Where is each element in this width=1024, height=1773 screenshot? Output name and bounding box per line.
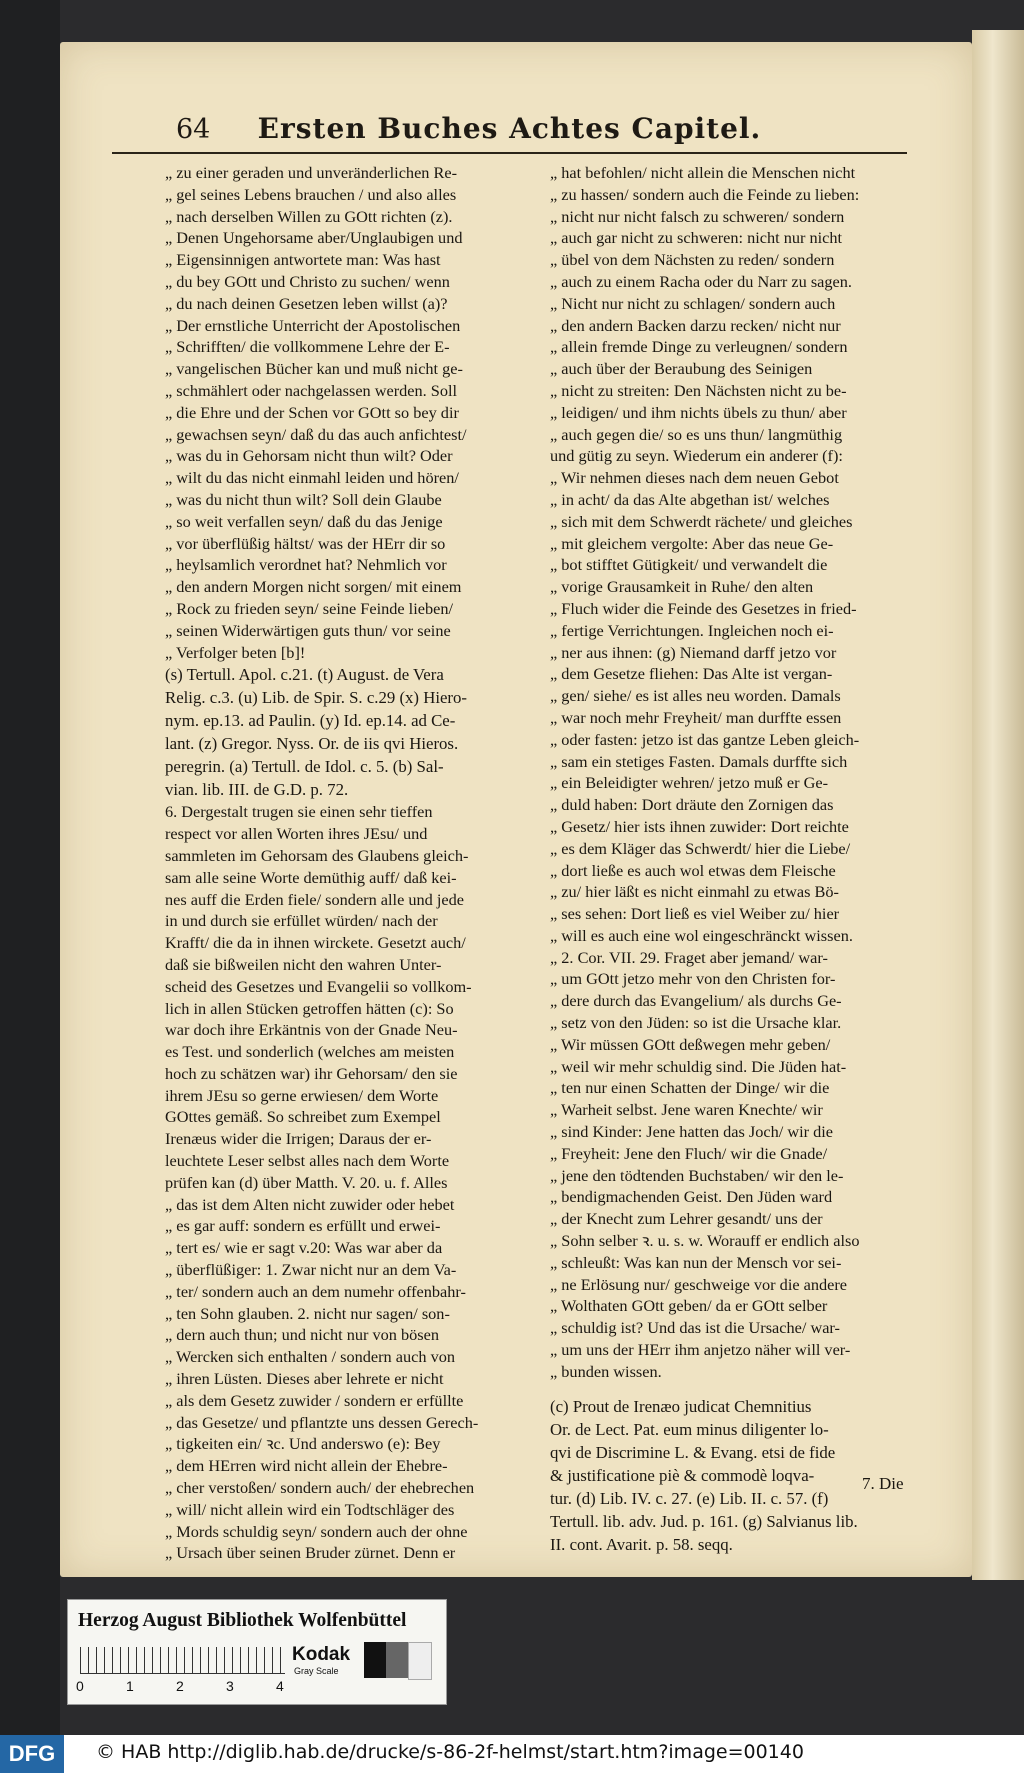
text-line: „ sind Kinder: Jene hatten das Joch/ wir die (550, 1122, 834, 1142)
text-line: respect vor allen Worten ihres JEsu/ und (165, 824, 428, 844)
text-line: 6. Dergestalt trugen sie einen sehr tieffen (165, 802, 433, 822)
text-line: „ mit gleichem vergolte: Aber das neue Ge- (550, 533, 834, 553)
text-line: „ nicht nur nicht falsch zu schweren/ sondern (550, 206, 845, 226)
text-line: lich in allen Stücken getroffen hätten (c): So (165, 998, 454, 1018)
text-line: sammleten im Gehorsam des Glaubens gleich- (165, 845, 469, 865)
text-line: „ jene den tödtenden Buchstaben/ wir den le- (550, 1165, 844, 1185)
text-line: „ du nach deinen Gesetzen leben willst (a)? (165, 293, 448, 313)
text-line: „ dern auch thun; und nicht nur von bösen (165, 1325, 440, 1345)
text-line: „ seinen Widerwärtigen guts thun/ vor seine (165, 620, 451, 640)
text-line: „ Fluch wider die Feinde des Gesetzes in fried- (550, 598, 857, 618)
text-line: „ dort ließe es auch wol etwas dem Fleische (550, 860, 836, 880)
text-line: „ um uns der HErr ihm anjetzo näher will ver- (550, 1340, 851, 1360)
text-line: ihrem JEsu so gerne erwiesen/ dem Worte (165, 1085, 439, 1105)
ruler-number: 3 (226, 1678, 234, 1694)
text-line: „ dem HErren wird nicht allein der Ehebre- (165, 1456, 448, 1476)
text-line: „ ter/ sondern auch an dem numehr offenbahr- (165, 1281, 466, 1301)
text-line: „ es gar auff: sondern es erfüllt und erwei- (165, 1216, 441, 1236)
text-line: „ auch über der Beraubung des Seinigen (550, 359, 813, 379)
text-line: es Test. und sonderlich (welches am meisten (165, 1042, 455, 1062)
text-line: „ Gesetz/ hier ists ihnen zuwider: Dort reichte (550, 816, 849, 836)
text-line: „ leidigen/ und ihm nichts übels zu thun/ aber (550, 402, 847, 422)
text-line: „ tigkeiten ein/ ꝛc. Und anderswo (e): Bey (165, 1434, 441, 1454)
text-line: „ ses sehen: Dort ließ es viel Weiber zu/ hier (550, 904, 840, 924)
left-footnotes (165, 663, 550, 801)
next-page-edge (972, 30, 1024, 1580)
paragraph-6 (165, 801, 550, 1564)
footnote-line: qvi de Discrimine L. & Evang. etsi de fide (550, 1442, 836, 1462)
text-line: „ schmählert oder nachgelassen werden. Soll (165, 380, 458, 400)
text-line: „ cher verstoßen/ sondern auch/ der ehebrechen (165, 1478, 475, 1498)
gray-swatch-white (408, 1642, 432, 1680)
text-line: „ schuldig ist? Und das ist die Ursache/ war- (550, 1318, 840, 1338)
text-line: Irenæus wider die Irrigen; Daraus der er- (165, 1129, 432, 1149)
text-line: daß sie bißweilen nicht den wahren Unter- (165, 954, 442, 974)
text-line: „ Der ernstliche Unterricht der Apostolischen (165, 315, 461, 335)
text-line: „ das Gesetze/ und pflantzte uns dessen Gerech- (165, 1412, 479, 1432)
gray-swatch-mid (386, 1642, 408, 1678)
text-line: hoch zu schätzen war) ihr Gehorsam/ den sie (165, 1063, 458, 1083)
text-line: in und durch sie erfüllet würden/ nach der (165, 911, 438, 931)
text-line: „ Verfolger beten [b]! (165, 642, 306, 662)
text-line: „ Wir nehmen dieses nach dem neuen Gebot (550, 468, 839, 488)
text-line: „ Mords schuldig seyn/ sondern auch der ohne (165, 1521, 468, 1541)
copyright-link[interactable]: © HAB http://diglib.hab.de/drucke/s-86-2f-helmst/start.htm?image=00140 (96, 1741, 804, 1763)
footnote-line: (s) Tertull. Apol. c.21. (t) August. de Vera (165, 665, 444, 685)
text-line: „ ne Erlösung nur/ geschweige vor die andere (550, 1274, 848, 1294)
text-line: „ nach derselben Willen zu GOtt richten (z). (165, 206, 453, 226)
catchword: 7. Die (862, 1474, 904, 1493)
text-line: sam alle seine Worte demüthig auff/ daß kei- (165, 867, 457, 887)
text-line: und gütig zu seyn. Wiederum ein anderer (f): (550, 446, 843, 466)
text-line: „ ner aus ihnen: (g) Niemand darff jetzo vor (550, 642, 837, 662)
text-line: „ in acht/ da das Alte abgethan ist/ welches (550, 489, 830, 509)
kodak-subtitle: Gray Scale (294, 1666, 339, 1676)
text-line: „ so weit verfallen seyn/ daß du das Jenige (165, 511, 443, 531)
dfg-logo: DFG (0, 1735, 64, 1773)
text-line: nes auff die Erden fiele/ sondern alle und jede (165, 889, 464, 909)
text-line: „ was du nicht thun wilt? Soll dein Glaube (165, 489, 442, 509)
right-column (550, 162, 935, 1556)
footnote-line: nym. ep.13. ad Paulin. (y) Id. ep.14. ad Ce- (165, 711, 456, 731)
text-line: „ überflüßiger: 1. Zwar nicht nur an dem Va- (165, 1260, 457, 1280)
text-line: „ den andern Backen darzu recken/ nicht nur (550, 315, 841, 335)
text-line: „ um GOtt jetzo mehr von den Christen for- (550, 969, 836, 989)
text-line: Krafft/ die da in ihnen wirckete. Gesetzt auch/ (165, 933, 466, 953)
text-line: „ Ursach über seinen Bruder zürnet. Denn er (165, 1543, 456, 1563)
text-line: „ tert es/ wie er sagt v.20: Was war aber da (165, 1238, 443, 1258)
text-line: „ Wercken sich enthalten / sondern auch von (165, 1347, 455, 1367)
ruler-number: 1 (126, 1678, 134, 1694)
text-line: „ ein Beleidigter wehren/ jetzo muß er Ge- (550, 773, 829, 793)
text-line: „ setz von den Jüden: so ist die Ursache klar. (550, 1013, 842, 1033)
text-line: „ ten nur einen Schatten der Dinge/ wir die (550, 1078, 830, 1098)
text-line: „ Sohn selber ꝛ. u. s. w. Worauff er endlich also (550, 1231, 860, 1251)
ruler-number: 4 (276, 1678, 284, 1694)
left-column (165, 162, 550, 1564)
text-line: „ nicht zu streiten: Den Nächsten nicht zu be- (550, 380, 847, 400)
ruler-number: 2 (176, 1678, 184, 1694)
gray-swatch-black (364, 1642, 386, 1678)
text-line: GOttes gemäß. So schreibet zum Exempel (165, 1107, 441, 1127)
text-line: „ zu/ hier läßt es nicht einmahl zu etwas Bö- (550, 882, 839, 902)
library-name: Herzog August Bibliothek Wolfenbüttel (78, 1610, 407, 1631)
text-line: „ zu hassen/ sondern auch die Feinde zu lieben: (550, 184, 860, 204)
text-line: „ weil wir mehr schuldig sind. Die Jüden hat- (550, 1056, 847, 1076)
text-line: „ gen/ siehe/ es ist alles neu worden. Damals (550, 686, 841, 706)
text-line: „ sam ein stetiges Fasten. Damals durffte sich (550, 751, 848, 771)
text-line: „ vangelischen Bücher kan und muß nicht ge- (165, 359, 463, 379)
text-line: prüfen kan (d) über Matth. V. 20. u. f. Alles (165, 1172, 448, 1192)
scan-background-left (0, 0, 60, 1735)
text-line: „ übel von dem Nächsten zu reden/ sondern (550, 250, 835, 270)
text-line: „ sich mit dem Schwerdt rächete/ und gleiches (550, 511, 853, 531)
text-line: leuchtete Leser selbst alles nach dem Worte (165, 1151, 450, 1171)
text-line: „ du bey GOtt und Christo zu suchen/ wenn (165, 271, 450, 291)
text-line: „ als dem Gesetz zuwider / sondern er erfüllte (165, 1390, 464, 1410)
text-line: „ bot stifftet Gütigkeit/ und verwandelt die (550, 555, 828, 575)
text-line: „ Wolthaten GOtt geben/ da er GOtt selber (550, 1296, 828, 1316)
kodak-brand: Kodak (292, 1644, 351, 1665)
footnote-line: Tertull. lib. adv. Jud. p. 161. (g) Salvianus lib. (550, 1511, 858, 1531)
footnote-line: tur. (d) Lib. IV. c. 27. (e) Lib. II. c. 57. (f) (550, 1488, 829, 1508)
text-line: „ gewachsen seyn/ daß du das auch anfichtest/ (165, 424, 467, 444)
right-column-text (550, 162, 935, 1383)
text-line: „ auch gegen die/ so es uns thun/ langmüthig (550, 424, 843, 444)
text-line: „ auch gar nicht zu schweren: nicht nur nicht (550, 228, 843, 248)
text-line: „ den andern Morgen nicht sorgen/ mit einem (165, 577, 462, 597)
ruler-number: 0 (76, 1678, 84, 1694)
text-line: „ das ist dem Alten nicht zuwider oder hebet (165, 1194, 455, 1214)
text-line: „ Nicht nur nicht zu schlagen/ sondern auch (550, 293, 836, 313)
footnote-line: & justificatione piè & commodè loqva- (550, 1465, 815, 1485)
text-line: „ dem Gesetze fliehen: Das Alte ist vergan- (550, 664, 833, 684)
ruler-numbers (76, 1678, 291, 1698)
library-color-label (67, 1599, 447, 1705)
footnote-line: vian. lib. III. de G.D. p. 72. (165, 780, 349, 800)
text-line: „ allein fremde Dinge zu verleugnen/ sondern (550, 337, 848, 357)
text-line: „ hat befohlen/ nicht allein die Menschen nicht (550, 163, 856, 182)
page-number: 64 (176, 114, 211, 145)
text-line: „ der Knecht zum Lehrer gesandt/ uns der (550, 1209, 823, 1229)
text-line: „ fertige Verrichtungen. Ingleichen noch ei- (550, 620, 834, 640)
text-line: „ Schrifften/ die vollkommene Lehre der E- (165, 337, 450, 357)
kodak-gray-scale (292, 1642, 440, 1686)
ruler-scale (80, 1647, 285, 1674)
text-line: scheid des Gesetzes und Evangelii so vollkom- (165, 976, 472, 996)
text-line: „ dere durch das Evangelium/ als durchs Ge- (550, 991, 842, 1011)
text-line: „ gel seines Lebens brauchen / und also alles (165, 184, 457, 204)
footnote-line: lant. (z) Gregor. Nyss. Or. de iis qvi Hieros. (165, 734, 459, 754)
text-line: „ duld haben: Dort dräute den Zornigen das (550, 795, 834, 815)
text-line: „ auch zu einem Racha oder du Narr zu sagen. (550, 271, 852, 291)
text-line: „ 2. Cor. VII. 29. Fraget aber jemand/ war- (550, 947, 828, 967)
footnote-line: Relig. c.3. (u) Lib. de Spir. S. c.29 (x) Hiero- (165, 688, 468, 708)
text-line: „ Denen Ungehorsame aber/Unglaubigen und (165, 228, 463, 248)
text-line: „ bunden wissen. (550, 1361, 662, 1381)
page-header (112, 110, 907, 154)
text-line: „ heylsamlich verordnet hat? Nehmlich vor (165, 555, 447, 575)
text-line: war doch ihre Erkäntnis von der Gnade Neu- (165, 1020, 458, 1040)
text-line: „ Freyheit: Jene den Fluch/ wir die Gnade/ (550, 1143, 828, 1163)
text-line: „ es dem Kläger das Schwerdt/ hier die Liebe/ (550, 838, 851, 858)
text-line: „ bendigmachenden Geist. Den Jüden ward (550, 1187, 833, 1207)
text-line: „ war noch mehr Freyheit/ man durffte essen (550, 707, 842, 727)
text-line: „ oder fasten: jetzo ist das gantze Leben gleich- (550, 729, 860, 749)
text-line: „ schleußt: Was kan nun der Mensch vor sei- (550, 1252, 842, 1272)
text-line: „ ten Sohn glauben. 2. nicht nur sagen/ son- (165, 1303, 450, 1323)
text-line: „ die Ehre und der Schen vor GOtt so bey dir (165, 402, 459, 422)
text-line: „ ihren Lüsten. Dieses aber lehrete er nicht (165, 1369, 444, 1389)
footnote-line: peregrin. (a) Tertull. de Idol. c. 5. (b) Sal- (165, 757, 444, 777)
text-line: „ Eigensinnigen antwortete man: Was hast (165, 250, 441, 270)
left-column-text (165, 162, 550, 663)
footnote-line: II. cont. Avarit. p. 58. seqq. (550, 1534, 733, 1554)
text-line: „ Warheit selbst. Jene waren Knechte/ wir (550, 1100, 823, 1120)
text-line: „ vor überflüßig hältst/ was der HErr dir so (165, 533, 446, 553)
text-line: „ vorige Grausamkeit in Ruhe/ den alten (550, 577, 814, 597)
footnote-line: Or. de Lect. Pat. eum minus diligenter lo- (550, 1419, 829, 1439)
text-line: „ will es auch eine wol eingeschränckt wissen. (550, 925, 853, 945)
text-line: „ wilt du das nicht einmahl leiden und hören/ (165, 468, 459, 488)
text-line: „ Rock zu frieden seyn/ seine Feinde lieben/ (165, 598, 453, 618)
running-head: Ersten Buches Achtes Capitel. (257, 112, 762, 145)
text-line: „ Wir müssen GOtt deßwegen mehr geben/ (550, 1034, 831, 1054)
text-line: „ zu einer geraden und unveränderlichen Re- (165, 163, 458, 182)
footer-bar (0, 1735, 1024, 1773)
footnote-line: (c) Prout de Irenæo judicat Chemnitius (550, 1396, 812, 1416)
text-line: „ was du in Gehorsam nicht thun wilt? Oder (165, 446, 453, 466)
text-line: „ will/ nicht allein wird ein Todtschläger des (165, 1499, 455, 1519)
